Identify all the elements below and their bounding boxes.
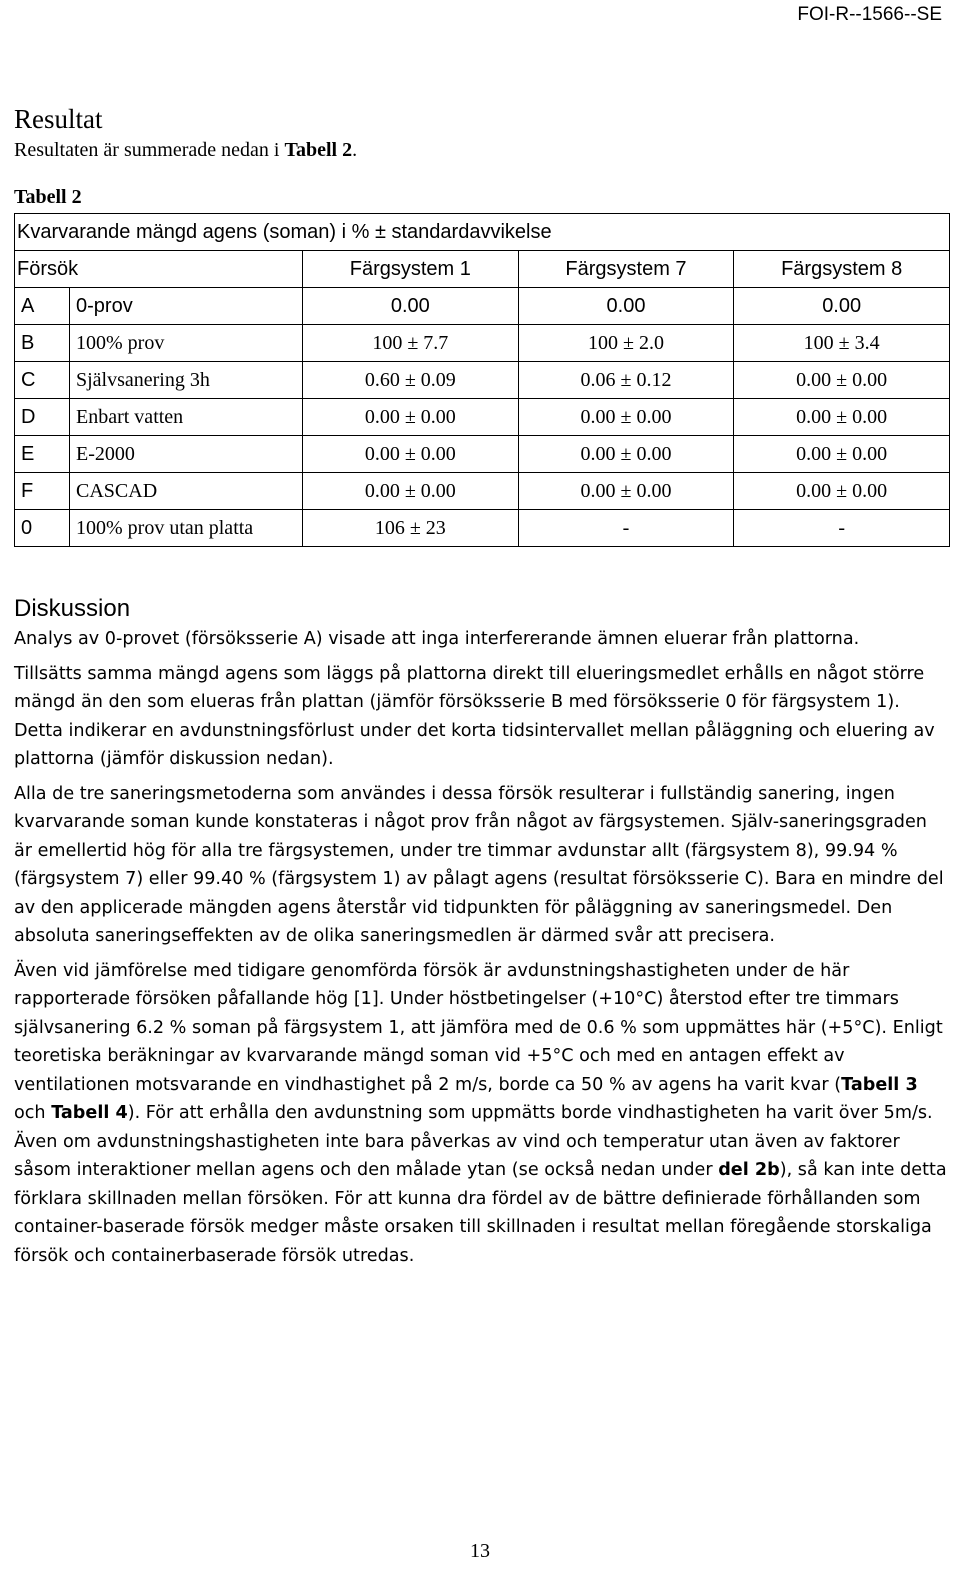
cell-fs7: 0.06 ± 0.12 — [518, 362, 734, 399]
row-name: Enbart vatten — [70, 399, 303, 436]
p4-text-d: ), så kan inte detta förklara skillnaden mellan försöken. För att kunna dra fördel av de bättre definierade förhållanden som container-baserade försök medger måste orsaken till skillnaden i resultat mellan föregående storskaliga försök och containerbaserade försök utredas. — [14, 1160, 947, 1266]
cell-fs7: 0.00 — [518, 288, 734, 325]
cell-fs8: 100 ± 3.4 — [734, 325, 950, 362]
p4-ref-tabell-3: Tabell 3 — [841, 1074, 918, 1095]
cell-fs7: 0.00 ± 0.00 — [518, 473, 734, 510]
page-content — [14, 102, 949, 1276]
table-title-row — [15, 214, 950, 251]
cell-fs1: 0.60 ± 0.09 — [303, 362, 519, 399]
p4-ref-del-2b: del 2b — [718, 1160, 780, 1180]
discussion-paragraph-2: Tillsätts samma mängd agens som läggs på plattorna direkt till elueringsmedlet erhålls en något större mängd än den som elueras från plattan (jämför försöksserie B med försöksserie 0 för färgsystem 1). Detta indikerar en avdunstningsförlust under det korta tidsintervallet mellan påläggning och eluering av plattorna (jämför diskussion nedan). — [14, 663, 935, 769]
table-caption: Tabell 2 — [14, 186, 82, 208]
cell-fs8: 0.00 ± 0.00 — [734, 473, 950, 510]
discussion-paragraph-3: Alla de tre saneringsmetoderna som användes i dessa försök resulterar i fullständig sanering, ingen kvarvarande soman kunde konstateras i något prov från något av färgsystemen. Själv-saneringsgraden är emellertid hög för alla tre färgsystemen, under tre timmar avdunstar allt (färgsystem 8), 99.94 % (färgsystem 7) eller 99.40 % (färgsystem 1) av pålagt agens (resultat försöksserie C). Bara en mindre del av den applicerade mängden agens återstår vid tidpunkten för påläggning av saneringsmedel. Den absoluta saneringseffekten av de olika saneringsmedlen är därmed svår att precisera. — [14, 783, 944, 946]
row-name: 100% prov — [70, 325, 303, 362]
row-id: A — [15, 288, 70, 325]
cell-fs1: 100 ± 7.7 — [303, 325, 519, 362]
col-header-fs7: Färgsystem 7 — [518, 251, 734, 288]
p4-ref-tabell-4: Tabell 4 — [51, 1103, 128, 1123]
row-name: 100% prov utan platta — [70, 510, 303, 547]
cell-fs1: 0.00 ± 0.00 — [303, 473, 519, 510]
cell-fs1: 106 ± 23 — [303, 510, 519, 547]
table-row — [15, 510, 950, 547]
row-name: 0-prov — [70, 288, 303, 325]
table-row — [15, 473, 950, 510]
discussion-heading: Diskussion — [14, 595, 131, 622]
p4-text-b: och — [14, 1103, 52, 1123]
cell-fs7: 0.00 ± 0.00 — [518, 436, 734, 473]
intro-suffix: . — [352, 139, 358, 161]
cell-fs1: 0.00 ± 0.00 — [303, 436, 519, 473]
col-header-fs8: Färgsystem 8 — [734, 251, 950, 288]
discussion-paragraph-4 — [14, 957, 949, 1271]
results-intro — [14, 136, 949, 165]
row-id: F — [15, 473, 70, 510]
row-id: 0 — [15, 510, 70, 547]
p4-text-a: Även vid jämförelse med tidigare genomförda försök är avdunstningshastigheten under de här rapporterade försöken påfallande hög [1]. Under höstbetingelser (+10°C) återstod efter tre timmars självsanering 6.2 % soman på färgsystem 1, att jämföra med de 0.6 % som uppmättes här (+5°C). Enligt teoretiska beräkningar av kvarvarande mängd soman vid +5°C och med en antagen effekt av ventilationen motsvarande en vindhastighet på 2 m/s, borde ca 50 % av agens ha varit kvar ( — [14, 960, 943, 1095]
intro-prefix: Resultaten är summerade nedan i — [14, 139, 285, 161]
row-name: E-2000 — [70, 436, 303, 473]
table-row — [15, 399, 950, 436]
row-id: E — [15, 436, 70, 473]
results-heading: Resultat — [14, 104, 103, 134]
report-id: FOI-R--1566--SE — [797, 4, 942, 25]
row-name: CASCAD — [70, 473, 303, 510]
row-name: Självsanering 3h — [70, 362, 303, 399]
cell-fs8: 0.00 — [734, 288, 950, 325]
table-row — [15, 362, 950, 399]
discussion-section — [14, 593, 949, 1270]
results-table — [14, 213, 950, 547]
col-header-forsok: Försök — [15, 251, 303, 288]
table-row — [15, 436, 950, 473]
row-id: B — [15, 325, 70, 362]
page-number: 13 — [470, 1540, 490, 1562]
cell-fs8: 0.00 ± 0.00 — [734, 362, 950, 399]
intro-table-ref: Tabell 2 — [284, 139, 353, 161]
cell-fs8: - — [734, 510, 950, 547]
table-row — [15, 325, 950, 362]
row-id: D — [15, 399, 70, 436]
cell-fs1: 0.00 ± 0.00 — [303, 399, 519, 436]
cell-fs7: 0.00 ± 0.00 — [518, 399, 734, 436]
cell-fs1: 0.00 — [303, 288, 519, 325]
cell-fs8: 0.00 ± 0.00 — [734, 436, 950, 473]
row-id: C — [15, 362, 70, 399]
table-row — [15, 288, 950, 325]
discussion-paragraph-1: Analys av 0-provet (försöksserie A) visade att inga interfererande ämnen eluerar från plattorna. — [14, 629, 860, 649]
cell-fs7: 100 ± 2.0 — [518, 325, 734, 362]
table-title: Kvarvarande mängd agens (soman) i % ± standardavvikelse — [15, 214, 950, 251]
p4-text-c: ). För att erhålla den avdunstning som uppmätts borde vindhastigheten ha varit över 5m/s. Även om avdunstningshastigheten inte bara påverkas av vind och temperatur utan även av faktorer såsom interaktioner mellan agens och den målade ytan (se också nedan under — [14, 1103, 933, 1180]
cell-fs7: - — [518, 510, 734, 547]
table-header-row — [15, 251, 950, 288]
col-header-fs1: Färgsystem 1 — [303, 251, 519, 288]
cell-fs8: 0.00 ± 0.00 — [734, 399, 950, 436]
